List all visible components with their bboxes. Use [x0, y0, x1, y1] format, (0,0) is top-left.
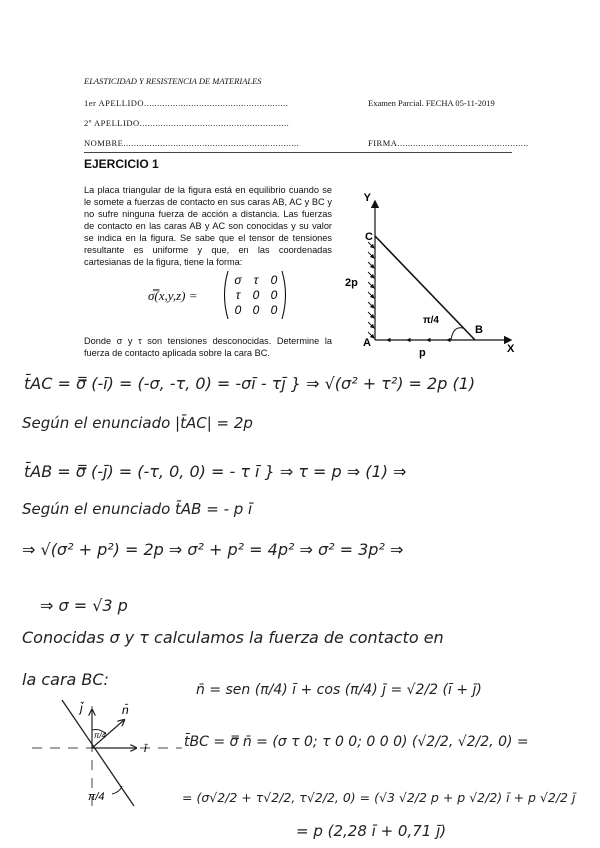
solution-line-11: = (σ√2/2 + τ√2/2, τ√2/2, 0) = (√3 √2/2 p + p √2/2) ī + p √2/2 j̄ [182, 790, 576, 805]
matrix-cell: 0 [270, 273, 278, 287]
sketch-i-label: ī [144, 741, 147, 755]
exercise-question: Donde σ y τ son tensiones desconocidas. Determine la fuerza de contacto aplicada sobre la cara BC. [84, 336, 332, 358]
sketch-angle-label: π/4 [94, 731, 107, 740]
solution-line-9: n̄ = sen (π/4) ī + cos (π/4) j̄ = √2/2 (ī + j̄) [196, 682, 482, 698]
point-a: A [363, 337, 371, 349]
y-axis-label: Y [363, 192, 371, 204]
exercise-statement: La placa triangular de la figura está en equilibrio cuando se le somete a fuerzas de contacto en sus caras AB, AC y BC y no sufre ninguna fuerza de acción a distancia. Las fuerzas de contacto en las caras AB y AC son conocidas y su valor se indica en la figura. Se sabe que el tensor de tensiones resultante es uniforme y que, en las coordenadas cartesianas de la figura, tiene la forma: [84, 185, 332, 267]
angle-arc [451, 328, 463, 340]
solution-line-2: Según el enunciado |t̄AC| = 2p [22, 414, 253, 432]
tensor-matrix [220, 268, 290, 322]
point-c: C [365, 231, 373, 243]
solution-line-7: Conocidas σ y τ calculamos la fuerza de contacto en [22, 628, 444, 647]
left-load-label: 2p [345, 277, 358, 289]
header-rule [84, 152, 512, 153]
matrix-cell: 0 [234, 303, 242, 317]
matrix-cell: 0 [270, 303, 278, 317]
apellido1-field: 1er APELLIDO....................................................... [84, 98, 289, 108]
triangle-figure [335, 190, 525, 360]
matrix-cell: 0 [252, 303, 260, 317]
x-axis-label: X [507, 343, 515, 355]
sketch-angle-label-2: π/4 [88, 791, 105, 803]
matrix-cell: τ [235, 288, 241, 302]
matrix-right-bracket [282, 271, 286, 319]
exercise-title: EJERCICIO 1 [84, 157, 159, 171]
solution-line-4: Según el enunciado t̄AB = - p ī [22, 500, 253, 518]
course-title: ELASTICIDAD Y RESISTENCIA DE MATERIALES [84, 76, 262, 86]
sketch-j-label: j̄ [80, 701, 83, 715]
point-b: B [475, 324, 483, 336]
matrix-cell: 0 [252, 288, 260, 302]
apellido2-field: 2º APELLIDO......................................................... [84, 118, 290, 128]
sketch-n-label: n̄ [122, 703, 129, 717]
angle-label: π/4 [423, 315, 439, 326]
solution-line-6: ⇒ σ = √3 p [40, 596, 128, 615]
normal-sketch [22, 696, 192, 816]
tensor-label: σ̿(x,y,z) = [148, 288, 198, 303]
solution-line-1: t̄AC = σ̿ (-ī) = (-σ, -τ, 0) = -σī - τj̄ } ⇒ √(σ² + τ²) = 2p (1) [24, 374, 476, 393]
matrix-cell: 0 [270, 288, 278, 302]
matrix-cell: τ [253, 273, 259, 287]
matrix-cell: σ [234, 273, 242, 287]
solution-line-3: t̄AB = σ̿ (-j̄) = (-τ, 0, 0) = - τ ī } ⇒ τ = p ⇒ (1) ⇒ [24, 462, 407, 481]
exam-date: Examen Parcial. FECHA 05-11-2019 [368, 98, 495, 108]
solution-line-10: t̄BC = σ̿ n̄ = (σ τ 0; τ 0 0; 0 0 0) (√2/2, √2/2, 0) = [184, 734, 529, 750]
solution-line-5: ⇒ √(σ² + p²) = 2p ⇒ σ² + p² = 4p² ⇒ σ² = 3p² ⇒ [22, 540, 404, 559]
left-load-arrows [368, 242, 374, 338]
firma-field: FIRMA.................................................. [368, 138, 529, 148]
nombre-field: NOMBRE................................................................... [84, 138, 300, 148]
solution-line-12: = p (2,28 ī + 0,71 j̄) [296, 822, 447, 840]
bottom-load-label: p [419, 347, 426, 359]
solution-line-8: la cara BC: [22, 670, 109, 689]
matrix-left-bracket [225, 271, 229, 319]
